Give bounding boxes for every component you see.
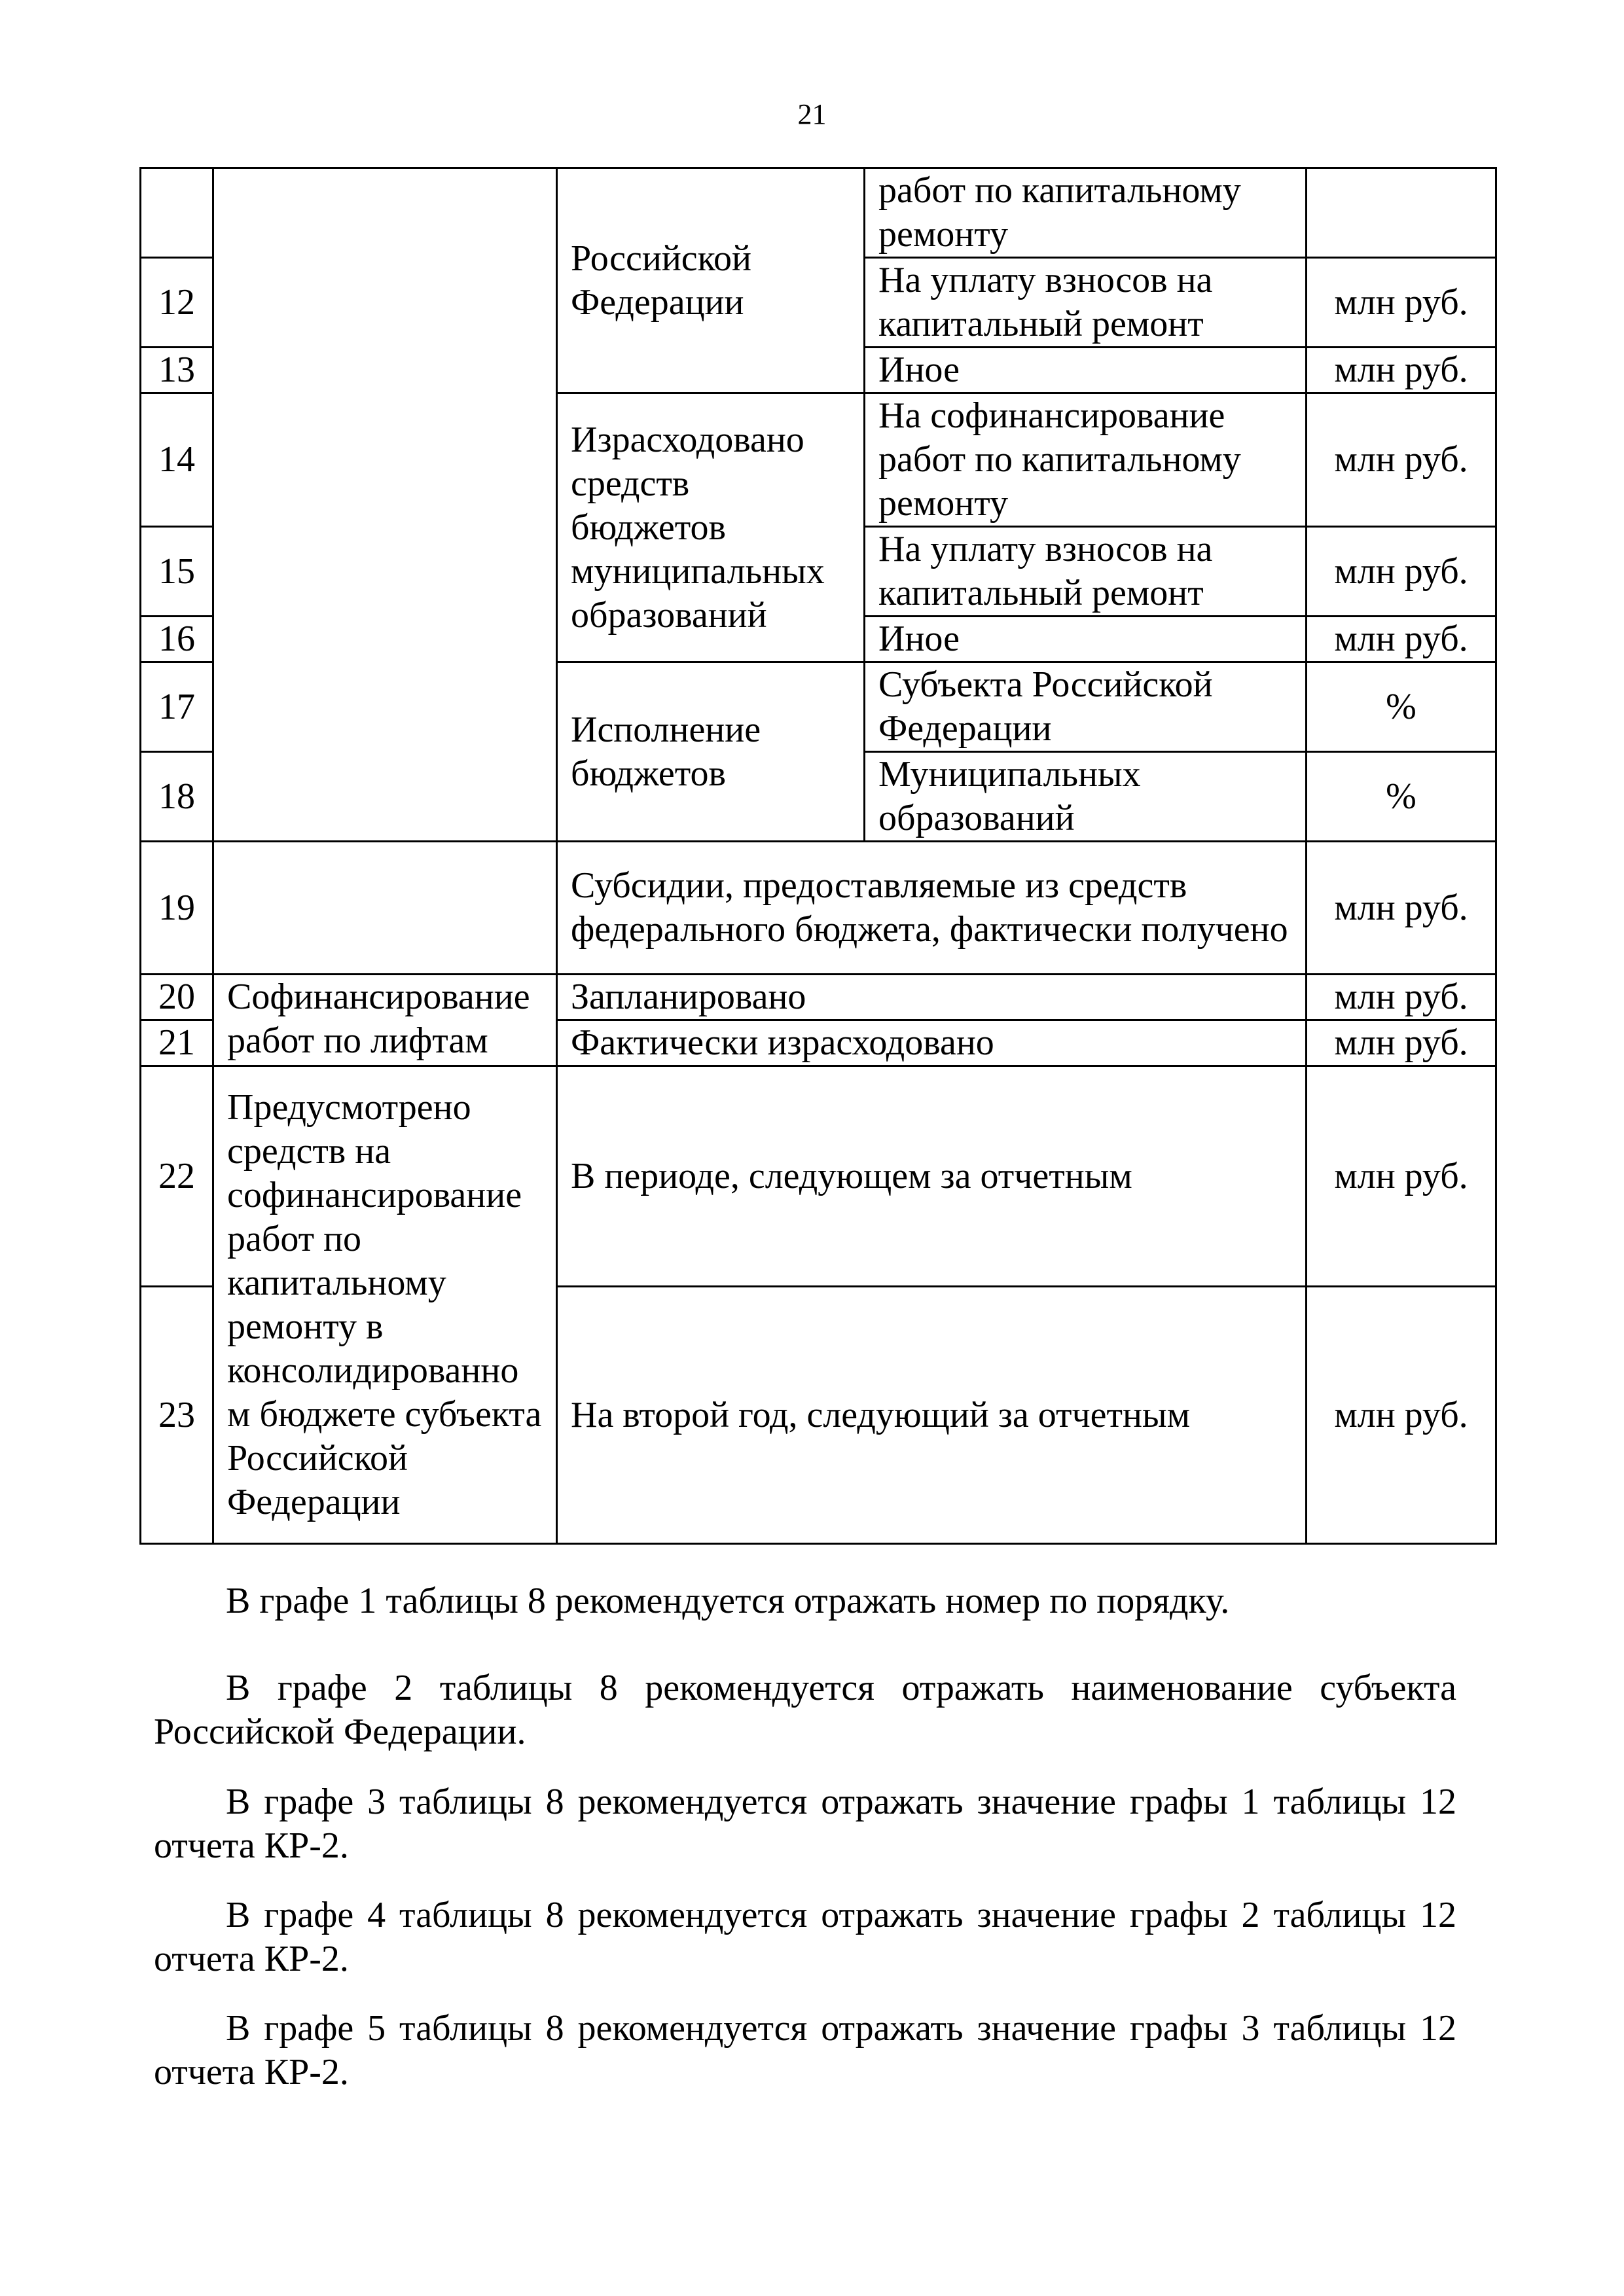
paragraph-text: В графе 5 таблицы 8 рекомендуется отражать значение графы 3 таблицы 12 отчета КР-2.	[154, 2008, 1456, 2092]
row-number-cell: 22	[141, 1066, 213, 1287]
page-number: 21	[797, 98, 827, 130]
row-number-cell: 20	[141, 975, 213, 1020]
paragraph-text: В графе 2 таблицы 8 рекомендуется отражать наименование субъекта Российской Федерации.	[154, 1668, 1456, 1752]
group-cell-execution: Исполнение бюджетов	[557, 662, 865, 842]
paragraph-text: В графе 1 таблицы 8 рекомендуется отражать номер по порядку.	[226, 1581, 1230, 1621]
paragraph-column-4	[154, 1893, 1456, 1981]
indicator-cell: Иное	[865, 617, 1307, 662]
row-number-cell: 16	[141, 617, 213, 662]
row-number-cell: 14	[141, 393, 213, 527]
group-cell-lifts: Софинансирование работ по лифтам	[213, 975, 557, 1066]
paragraph-column-1	[154, 1579, 1456, 1623]
unit-cell: %	[1307, 662, 1496, 752]
row-number-cell: 17	[141, 662, 213, 752]
indicator-cell: На второй год, следующий за отчетным	[557, 1287, 1307, 1544]
indicator-cell: Иное	[865, 348, 1307, 393]
paragraph-column-2	[154, 1666, 1456, 1754]
indicators-table	[139, 167, 1497, 1545]
indicator-cell: В периоде, следующем за отчетным	[557, 1066, 1307, 1287]
paragraph-column-3	[154, 1780, 1456, 1868]
table-row	[141, 1066, 1496, 1287]
indicator-cell: На уплату взносов на капитальный ремонт	[865, 527, 1307, 617]
group-cell	[213, 168, 557, 842]
group-cell-municipal: Израсходовано средств бюджетов муниципальных образований	[557, 393, 865, 662]
unit-cell: млн руб.	[1307, 842, 1496, 975]
unit-cell: млн руб.	[1307, 527, 1496, 617]
row-number-cell: 12	[141, 258, 213, 348]
row-number-cell: 13	[141, 348, 213, 393]
unit-cell: млн руб.	[1307, 1020, 1496, 1066]
table-row	[141, 975, 1496, 1020]
unit-cell: млн руб.	[1307, 617, 1496, 662]
row-number-cell: 23	[141, 1287, 213, 1544]
indicator-cell: На софинансирование работ по капитальному ремонту	[865, 393, 1307, 527]
paragraph-column-5	[154, 2007, 1456, 2094]
indicator-cell: Субъекта Российской Федерации	[865, 662, 1307, 752]
indicator-cell: На уплату взносов на капитальный ремонт	[865, 258, 1307, 348]
group-cell	[213, 842, 557, 975]
indicator-cell: Запланировано	[557, 975, 1307, 1020]
indicator-cell: Фактически израсходовано	[557, 1020, 1307, 1066]
row-number-cell: 15	[141, 527, 213, 617]
indicator-cell: Субсидии, предоставляемые из средств федерального бюджета, фактически получено	[557, 842, 1307, 975]
group-cell-planned: Предусмотрено средств на софинансирование работ по капитальному ремонту в консолидированно м бюджете субъекта Российской Федерации	[213, 1066, 557, 1544]
row-number-cell	[141, 168, 213, 258]
unit-cell: млн руб.	[1307, 348, 1496, 393]
paragraph-text: В графе 4 таблицы 8 рекомендуется отражать значение графы 2 таблицы 12 отчета КР-2.	[154, 1895, 1456, 1979]
unit-cell: %	[1307, 752, 1496, 842]
unit-cell	[1307, 168, 1496, 258]
paragraph-text: В графе 3 таблицы 8 рекомендуется отражать значение графы 1 таблицы 12 отчета КР-2.	[154, 1782, 1456, 1866]
unit-cell: млн руб.	[1307, 258, 1496, 348]
table-row	[141, 168, 1496, 258]
indicator-cell: Муниципальных образований	[865, 752, 1307, 842]
table-row	[141, 842, 1496, 975]
group-cell-regional: Российской Федерации	[557, 168, 865, 393]
row-number-cell: 18	[141, 752, 213, 842]
indicator-cell: работ по капитальному ремонту	[865, 168, 1307, 258]
unit-cell: млн руб.	[1307, 393, 1496, 527]
unit-cell: млн руб.	[1307, 1287, 1496, 1544]
unit-cell: млн руб.	[1307, 1066, 1496, 1287]
row-number-cell: 21	[141, 1020, 213, 1066]
unit-cell: млн руб.	[1307, 975, 1496, 1020]
row-number-cell: 19	[141, 842, 213, 975]
